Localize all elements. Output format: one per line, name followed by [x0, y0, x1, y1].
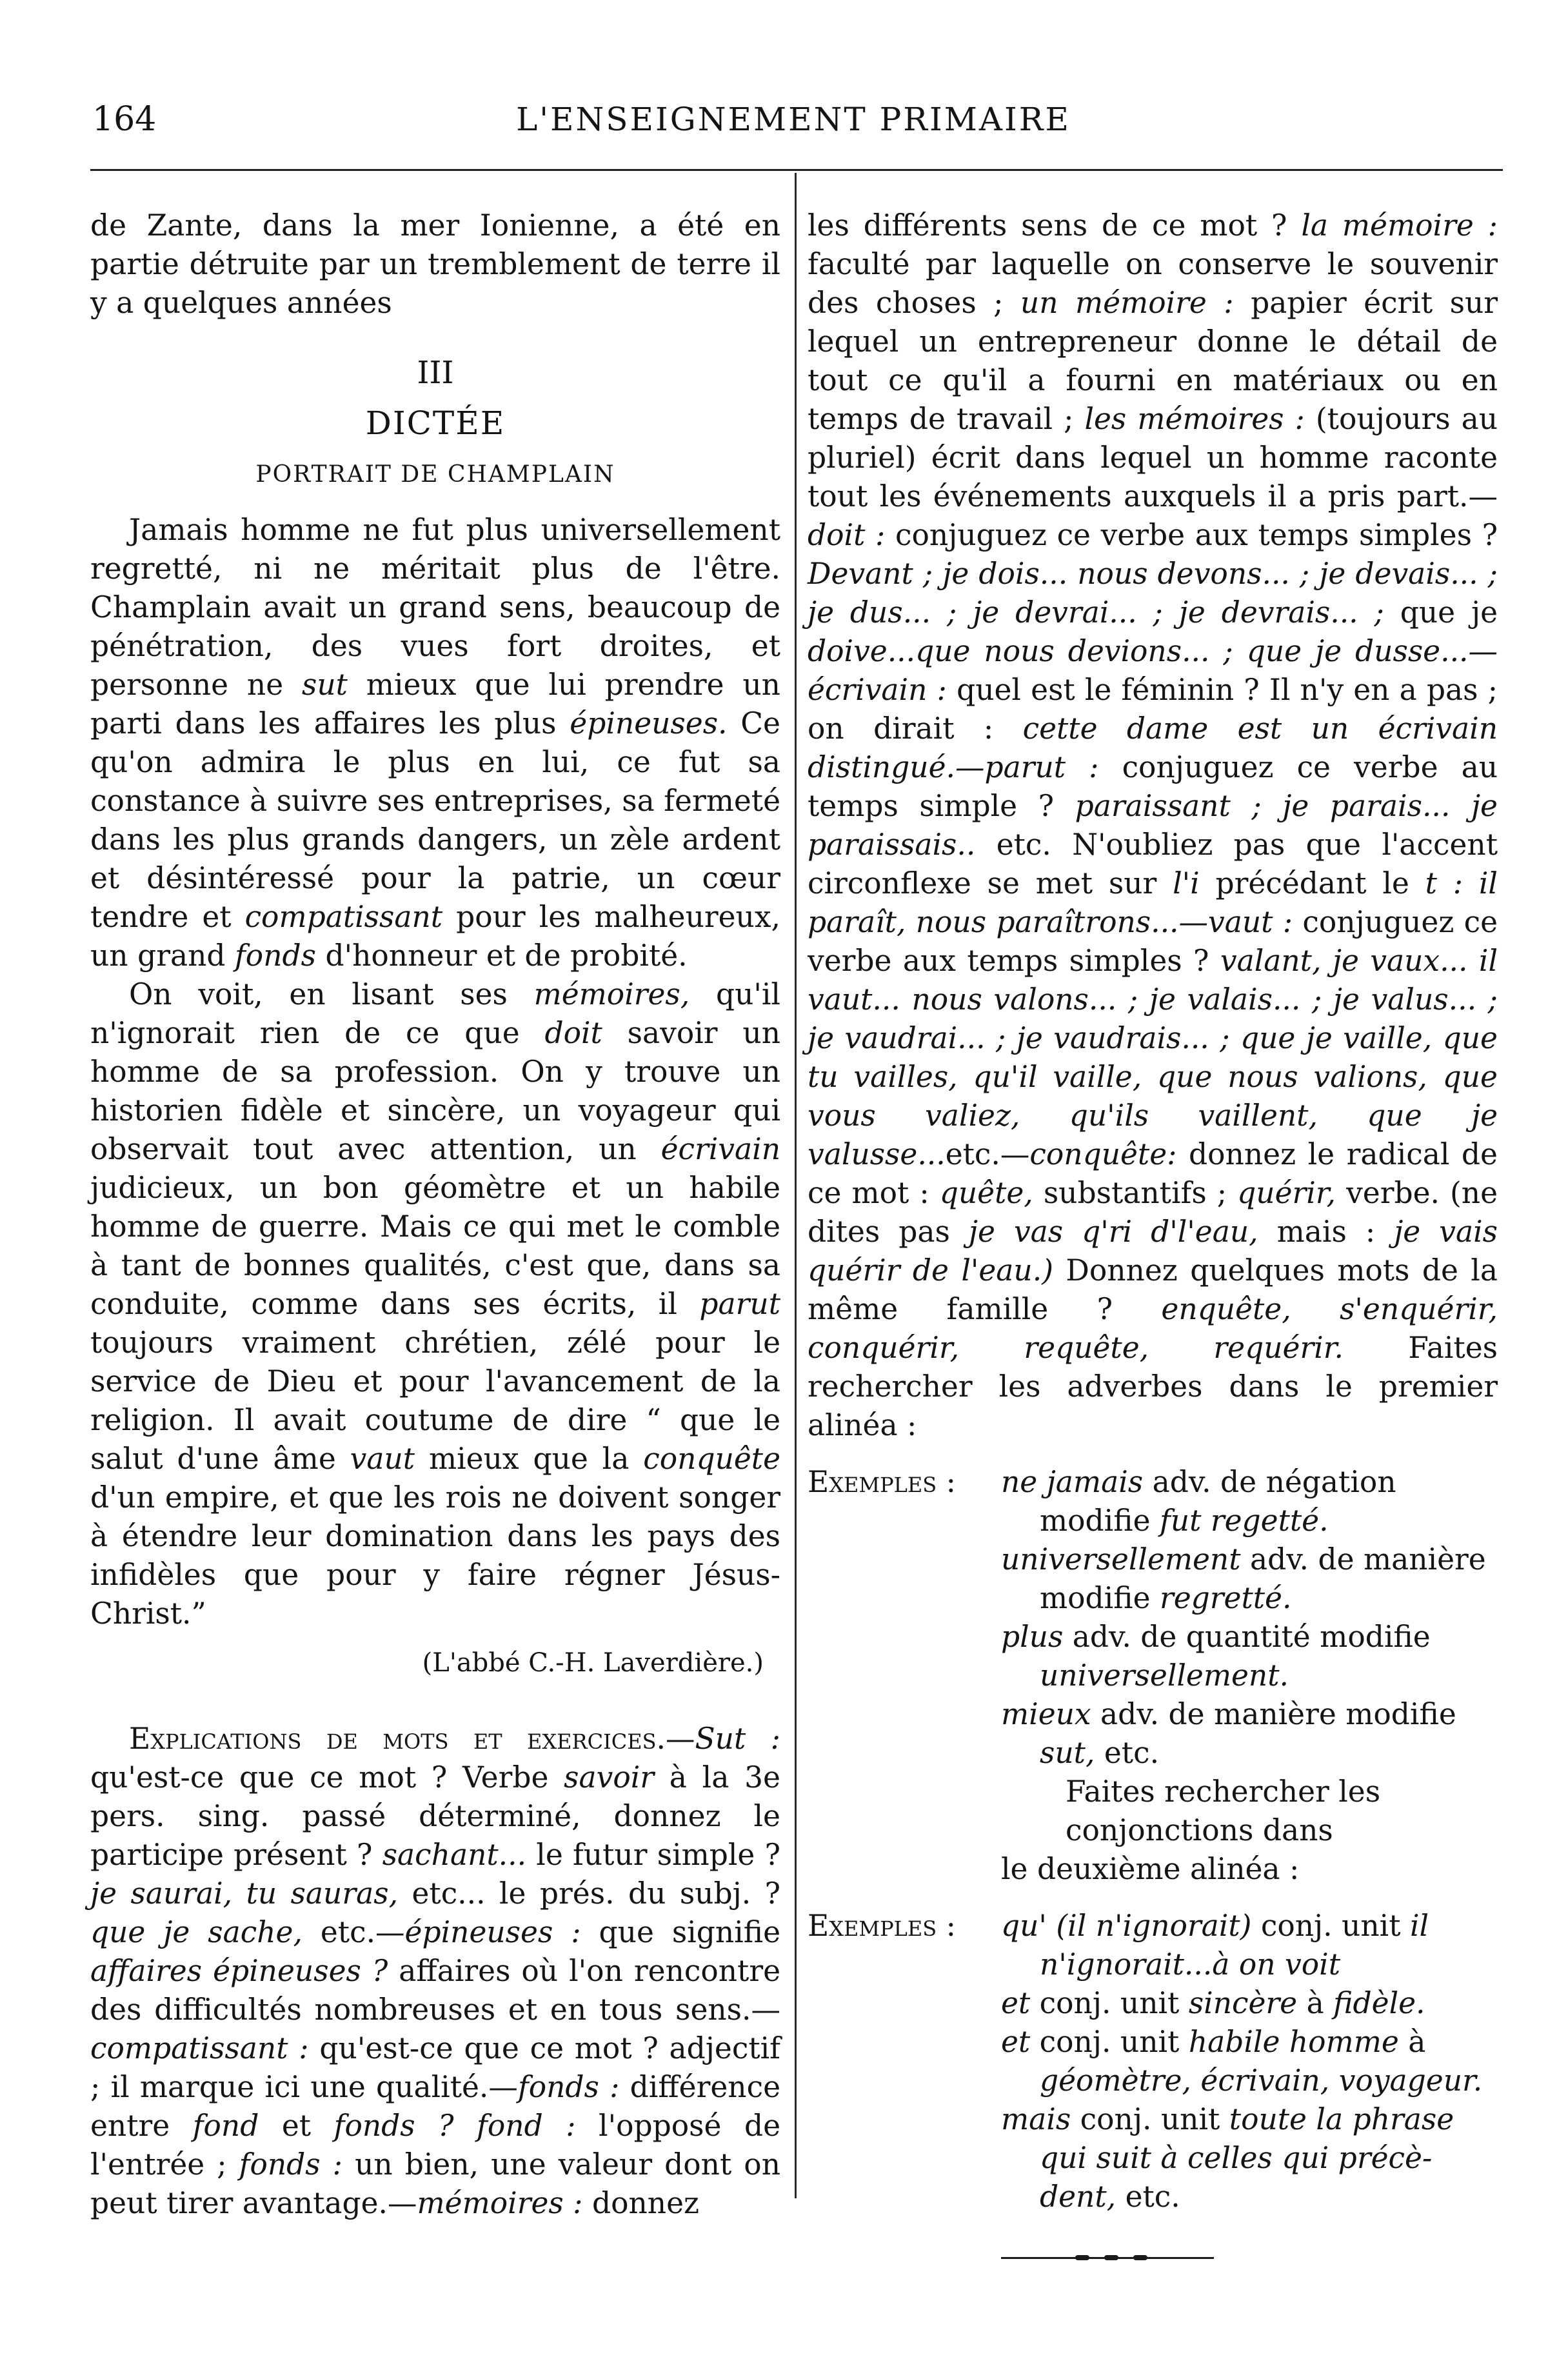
text-run: sut,: [1040, 1736, 1095, 1770]
text-run: universellement: [1001, 1542, 1241, 1576]
text-run: universellement.: [1040, 1658, 1289, 1693]
text-run: d'honneur et de probité.: [315, 939, 688, 973]
text-run: etc.: [1116, 2180, 1180, 2214]
text-run: adv. de manière: [1240, 1542, 1486, 1576]
text-run: conquête: [643, 1442, 781, 1476]
text-run: t : il paraît, nous paraîtrons...—vaut :: [808, 866, 1498, 939]
example-line: [808, 2062, 1498, 2100]
text-run: regretté.: [1159, 1581, 1292, 1615]
text-run: compatissant: [244, 900, 443, 934]
example-line: [808, 1945, 1498, 1984]
text-run: donnez: [582, 2186, 700, 2220]
example-line: [808, 1907, 1498, 1945]
text-run: précédant le: [1199, 866, 1425, 900]
text-run: affaires où l'on rencontre des difficultés nombreuses et en tous sens.—: [90, 1954, 781, 2027]
section-title: DICTÉE: [365, 404, 506, 442]
text-run: que signifie: [581, 1915, 780, 1949]
text-run: enquête, s'enquérir, conquérir, requête, requérir.: [808, 1292, 1498, 1365]
text-run: donnez le radical de ce mot :: [808, 1137, 1498, 1210]
dictation-paragraph-1: [90, 511, 780, 975]
text-run: et: [259, 2109, 334, 2143]
text-run: il: [1409, 1909, 1429, 1943]
text-run: je vais quérir de l'eau.): [808, 1215, 1498, 1288]
text-run: un bien, une valeur dont on peut tirer avantage.—: [90, 2147, 780, 2220]
text-run: Sut :: [695, 1722, 781, 1756]
text-run: modifie: [1040, 1581, 1160, 1615]
header-rule: [90, 169, 1503, 171]
text-run: (toujours au pluriel) écrit dans lequel un homme raconte tout les événements auxquels il a pris part.—: [808, 402, 1498, 513]
text-run: que je: [1384, 595, 1498, 630]
examples-block-1: [808, 1463, 1498, 1889]
text-run: et: [1001, 2025, 1031, 2059]
text-run: dent,: [1040, 2180, 1116, 2214]
text-run: quel est le féminin ? Il n'y en a pas ; on dirait :: [808, 673, 1498, 746]
text-run: fonds: [234, 939, 316, 973]
text-run: toute la phrase: [1229, 2102, 1454, 2136]
text-run: mieux que la: [415, 1442, 644, 1476]
example-line: [808, 1540, 1498, 1579]
text-run: la mémoire :: [1301, 208, 1498, 243]
dictation-title: PORTRAIT DE CHAMPLAIN: [255, 461, 615, 488]
text-run: mais :: [1258, 1215, 1394, 1249]
right-column: [808, 206, 1498, 2260]
text-run: qui suit à celles qui précè-: [1040, 2141, 1433, 2175]
examples-block-2: [808, 1907, 1498, 2216]
text-run: savoir un homme de sa profession. On y trouve un historien fidèle et sincère, un voyageur qui observait tout avec attention, un: [90, 1016, 780, 1166]
text-run: fonds :: [239, 2147, 343, 2182]
text-run: adv. de quantité modifie: [1063, 1620, 1431, 1654]
text-run: compatissant :: [90, 2031, 309, 2065]
text-run: papier écrit sur lequel un entrepreneur donne le détail de tout ce qu'il a fourni en matériaux ou en temps de travail ;: [808, 286, 1498, 436]
text-run: sut: [301, 668, 348, 702]
text-run: Ce qu'on admira le plus en lui, ce fut sa constance à suivre ses entreprises, sa fermeté dans les plus grands dangers, un zèle ardent et désintéressé pour la patrie, un cœur tendre et: [90, 706, 780, 934]
text-run: Devant ; je dois... nous devons... ; je devais... ; je dus... ; je devrai... ; je devrais... ;: [808, 557, 1498, 630]
text-run: conjuguez ce verbe aux temps simples ?: [808, 905, 1498, 978]
text-run: cette dame est un écrivain distingué.—parut :: [808, 711, 1498, 784]
example-line: [808, 1618, 1498, 1656]
text-run: On voit, en lisant ses: [129, 977, 534, 1011]
text-run: etc.: [1095, 1736, 1160, 1770]
text-run: conj. unit: [1030, 1986, 1189, 2020]
example-line: [808, 2139, 1498, 2178]
text-run: qu' (il n'ignorait): [1001, 1909, 1252, 1943]
page-number: 164: [92, 100, 157, 139]
example-line: [808, 2100, 1498, 2139]
instruction-line: [808, 1773, 1498, 1889]
text-run: je saurai, tu sauras,: [90, 1876, 399, 1911]
running-head: [87, 97, 1500, 148]
text-run: doit: [544, 1016, 602, 1050]
text-run: écrivain: [660, 1132, 780, 1166]
example-line: [808, 1656, 1498, 1695]
example-line: [808, 1695, 1498, 1734]
text-run: judicieux, un bon géomètre et un habile homme de guerre. Mais ce qui met le comble à tant de bonnes qualités, c'est que, dans sa conduite, comme dans ses écrits, il: [90, 1171, 780, 1321]
text-run: conj. unit: [1030, 2025, 1189, 2059]
ornament-dot: [1075, 2255, 1089, 2260]
examples-label: Exemples :: [808, 1465, 956, 1499]
text-run: que je sache,: [90, 1915, 303, 1949]
example-line: [808, 2178, 1498, 2216]
exercises-heading: Explications de mots et exercices.—: [129, 1722, 695, 1756]
running-title: L'ENSEIGNEMENT PRIMAIRE: [516, 101, 1071, 138]
ornament-dot: [1133, 2255, 1147, 2260]
end-ornament: [1001, 2255, 1214, 2260]
exercises-paragraph: [90, 1720, 780, 2223]
text-run: différence entre: [90, 2070, 780, 2143]
text-run: conjuguez ce verbe aux temps simples ?: [885, 518, 1498, 552]
text-run: l'i: [1173, 866, 1200, 900]
dictation-paragraph-2: [90, 975, 780, 1633]
section-number: III: [417, 355, 454, 391]
text-run: conjuguez ce verbe au temps simple ?: [808, 750, 1498, 823]
text-run: doit :: [808, 518, 886, 552]
text-run: à: [1297, 1986, 1334, 2020]
ornament-dot: [1104, 2255, 1118, 2260]
text-run: ne jamais: [1001, 1465, 1144, 1499]
text-run: adv. de manière modifie: [1091, 1697, 1456, 1731]
text-run: le futur simple ?: [526, 1838, 780, 1872]
text-run: fidèle.: [1333, 1986, 1425, 2020]
text-run: fonds ? fond :: [333, 2109, 576, 2143]
text-run: fond: [192, 2109, 259, 2143]
text-run: etc... le prés. du subj. ?: [398, 1876, 780, 1911]
text-run: valant, je vaux... il vaut... nous valons... ; je valais... ; je valus... ; je vaudrai... ; je vaudrais... ; que je vaille, que tu vailles, qu'il vaille, que nous valions, que vous valiez, qu'ils vaillent, que je valusse...: [808, 944, 1498, 1171]
text-run: etc.—: [945, 1137, 1030, 1171]
text-run: conj. unit: [1251, 1909, 1410, 1943]
text-run: un mémoire :: [1020, 286, 1234, 320]
text-run: parut: [699, 1287, 780, 1321]
text-run: Jamais homme ne fut plus universellement regretté, ni ne méritait plus de l'être. Champlain avait un grand sens, beaucoup de pénétration, des vues fort droites, et personne ne: [90, 513, 780, 702]
text-run: habile homme: [1188, 2025, 1399, 2059]
text-run: mieux que lui prendre un parti dans les affaires les plus: [90, 668, 780, 741]
text-run: qu'est-ce que ce mot ? Verbe: [90, 1760, 564, 1795]
exercises-continued: [808, 206, 1498, 1445]
example-line: [808, 1579, 1498, 1618]
text-run: mémoires,: [533, 977, 690, 1011]
text-run: affaires épineuses ?: [90, 1954, 388, 1988]
text-run: vaut: [350, 1442, 415, 1476]
text-run: épineuses.: [570, 706, 728, 741]
text-run: conj. unit: [1071, 2102, 1229, 2136]
examples-label: Exemples :: [808, 1909, 956, 1943]
text-run: mémoires :: [417, 2186, 583, 2220]
text-run: sincère: [1188, 1986, 1298, 2020]
text-run: etc. N'oubliez pas que l'accent circonflexe se met sur: [808, 828, 1498, 900]
text-run: conquête:: [1029, 1137, 1177, 1171]
text-run: les différents sens de ce mot ?: [808, 208, 1302, 243]
column-divider: [795, 173, 797, 2198]
text-run: Faites rechercher les conjonctions dans: [1066, 1775, 1381, 1847]
text-run: qu'est-ce que ce mot ? adjectif ; il marque ici une qualité.—: [90, 2031, 780, 2104]
attribution: (L'abbé C.-H. Laverdière.): [422, 1648, 764, 1678]
text-run: géomètre, écrivain, voyageur.: [1040, 2064, 1483, 2098]
example-line: [808, 1734, 1498, 1773]
text-run: les mémoires :: [1084, 402, 1305, 436]
text-run: n'ignorait...: [1040, 1947, 1213, 1982]
text-run: qu'il n'ignorait rien de ce que: [90, 977, 780, 1050]
example-line: [808, 1502, 1498, 1540]
text-run: l'opposé de l'entrée ;: [90, 2109, 780, 2182]
left-column: [90, 206, 780, 2223]
text-run: fonds :: [517, 2070, 620, 2104]
text-run: verbe. (ne dites pas: [808, 1176, 1498, 1249]
text-run: doive...que nous devions... ; que je dusse...—écrivain :: [808, 634, 1498, 707]
text-run: mieux: [1001, 1697, 1091, 1731]
text-run: Faites rechercher les adverbes dans le premier alinéa :: [808, 1331, 1498, 1442]
example-line: [808, 2023, 1498, 2062]
text-run: Donnez quelques mots de la même famille ?: [808, 1253, 1498, 1326]
text-run: faculté par laquelle on conserve le souvenir des choses ;: [808, 247, 1498, 320]
text-run: et: [1001, 1986, 1031, 2020]
text-run: paraissant ; je parais... je paraissais..: [808, 789, 1498, 862]
example-line: [808, 1463, 1498, 1502]
text-run: fut regetté.: [1159, 1504, 1329, 1538]
example-line: [808, 1984, 1498, 2023]
text-run: sachant...: [382, 1838, 527, 1872]
text-run: à la 3e pers. sing. passé déterminé, donnez le participe présent ?: [90, 1760, 780, 1872]
text-run: d'un empire, et que les rois ne doivent songer à étendre leur domination dans les pays des infidèles que pour y faire régner Jésus-Christ.”: [90, 1480, 780, 1631]
text-run: épineuses :: [404, 1915, 581, 1949]
text-run: à: [1398, 2025, 1426, 2059]
text-run: quérir,: [1237, 1176, 1336, 1210]
text-run: savoir: [564, 1760, 655, 1795]
text-run: mais: [1001, 2102, 1071, 2136]
continuation-text: de Zante, dans la mer Ionienne, a été en partie détruite par un tremblement de terre il y a quelques années: [90, 208, 780, 320]
text-run: pour les malheureux, un grand: [90, 900, 780, 973]
text-run: le deuxième alinéa :: [1001, 1852, 1300, 1886]
text-run: adv. de négation: [1143, 1465, 1396, 1499]
text-run: substantifs ;: [1033, 1176, 1238, 1210]
text-run: toujours vraiment chrétien, zélé pour le service de Dieu et pour l'avancement de la religion. Il avait coutume de dire “ que le salut d'une âme: [90, 1326, 780, 1476]
text-run: plus: [1001, 1620, 1064, 1654]
text-run: à on voit: [1212, 1947, 1340, 1982]
text-run: je vas q'ri d'l'eau,: [968, 1215, 1258, 1249]
text-run: quête,: [939, 1176, 1033, 1210]
text-run: etc.—: [302, 1915, 405, 1949]
text-run: modifie: [1040, 1504, 1160, 1538]
